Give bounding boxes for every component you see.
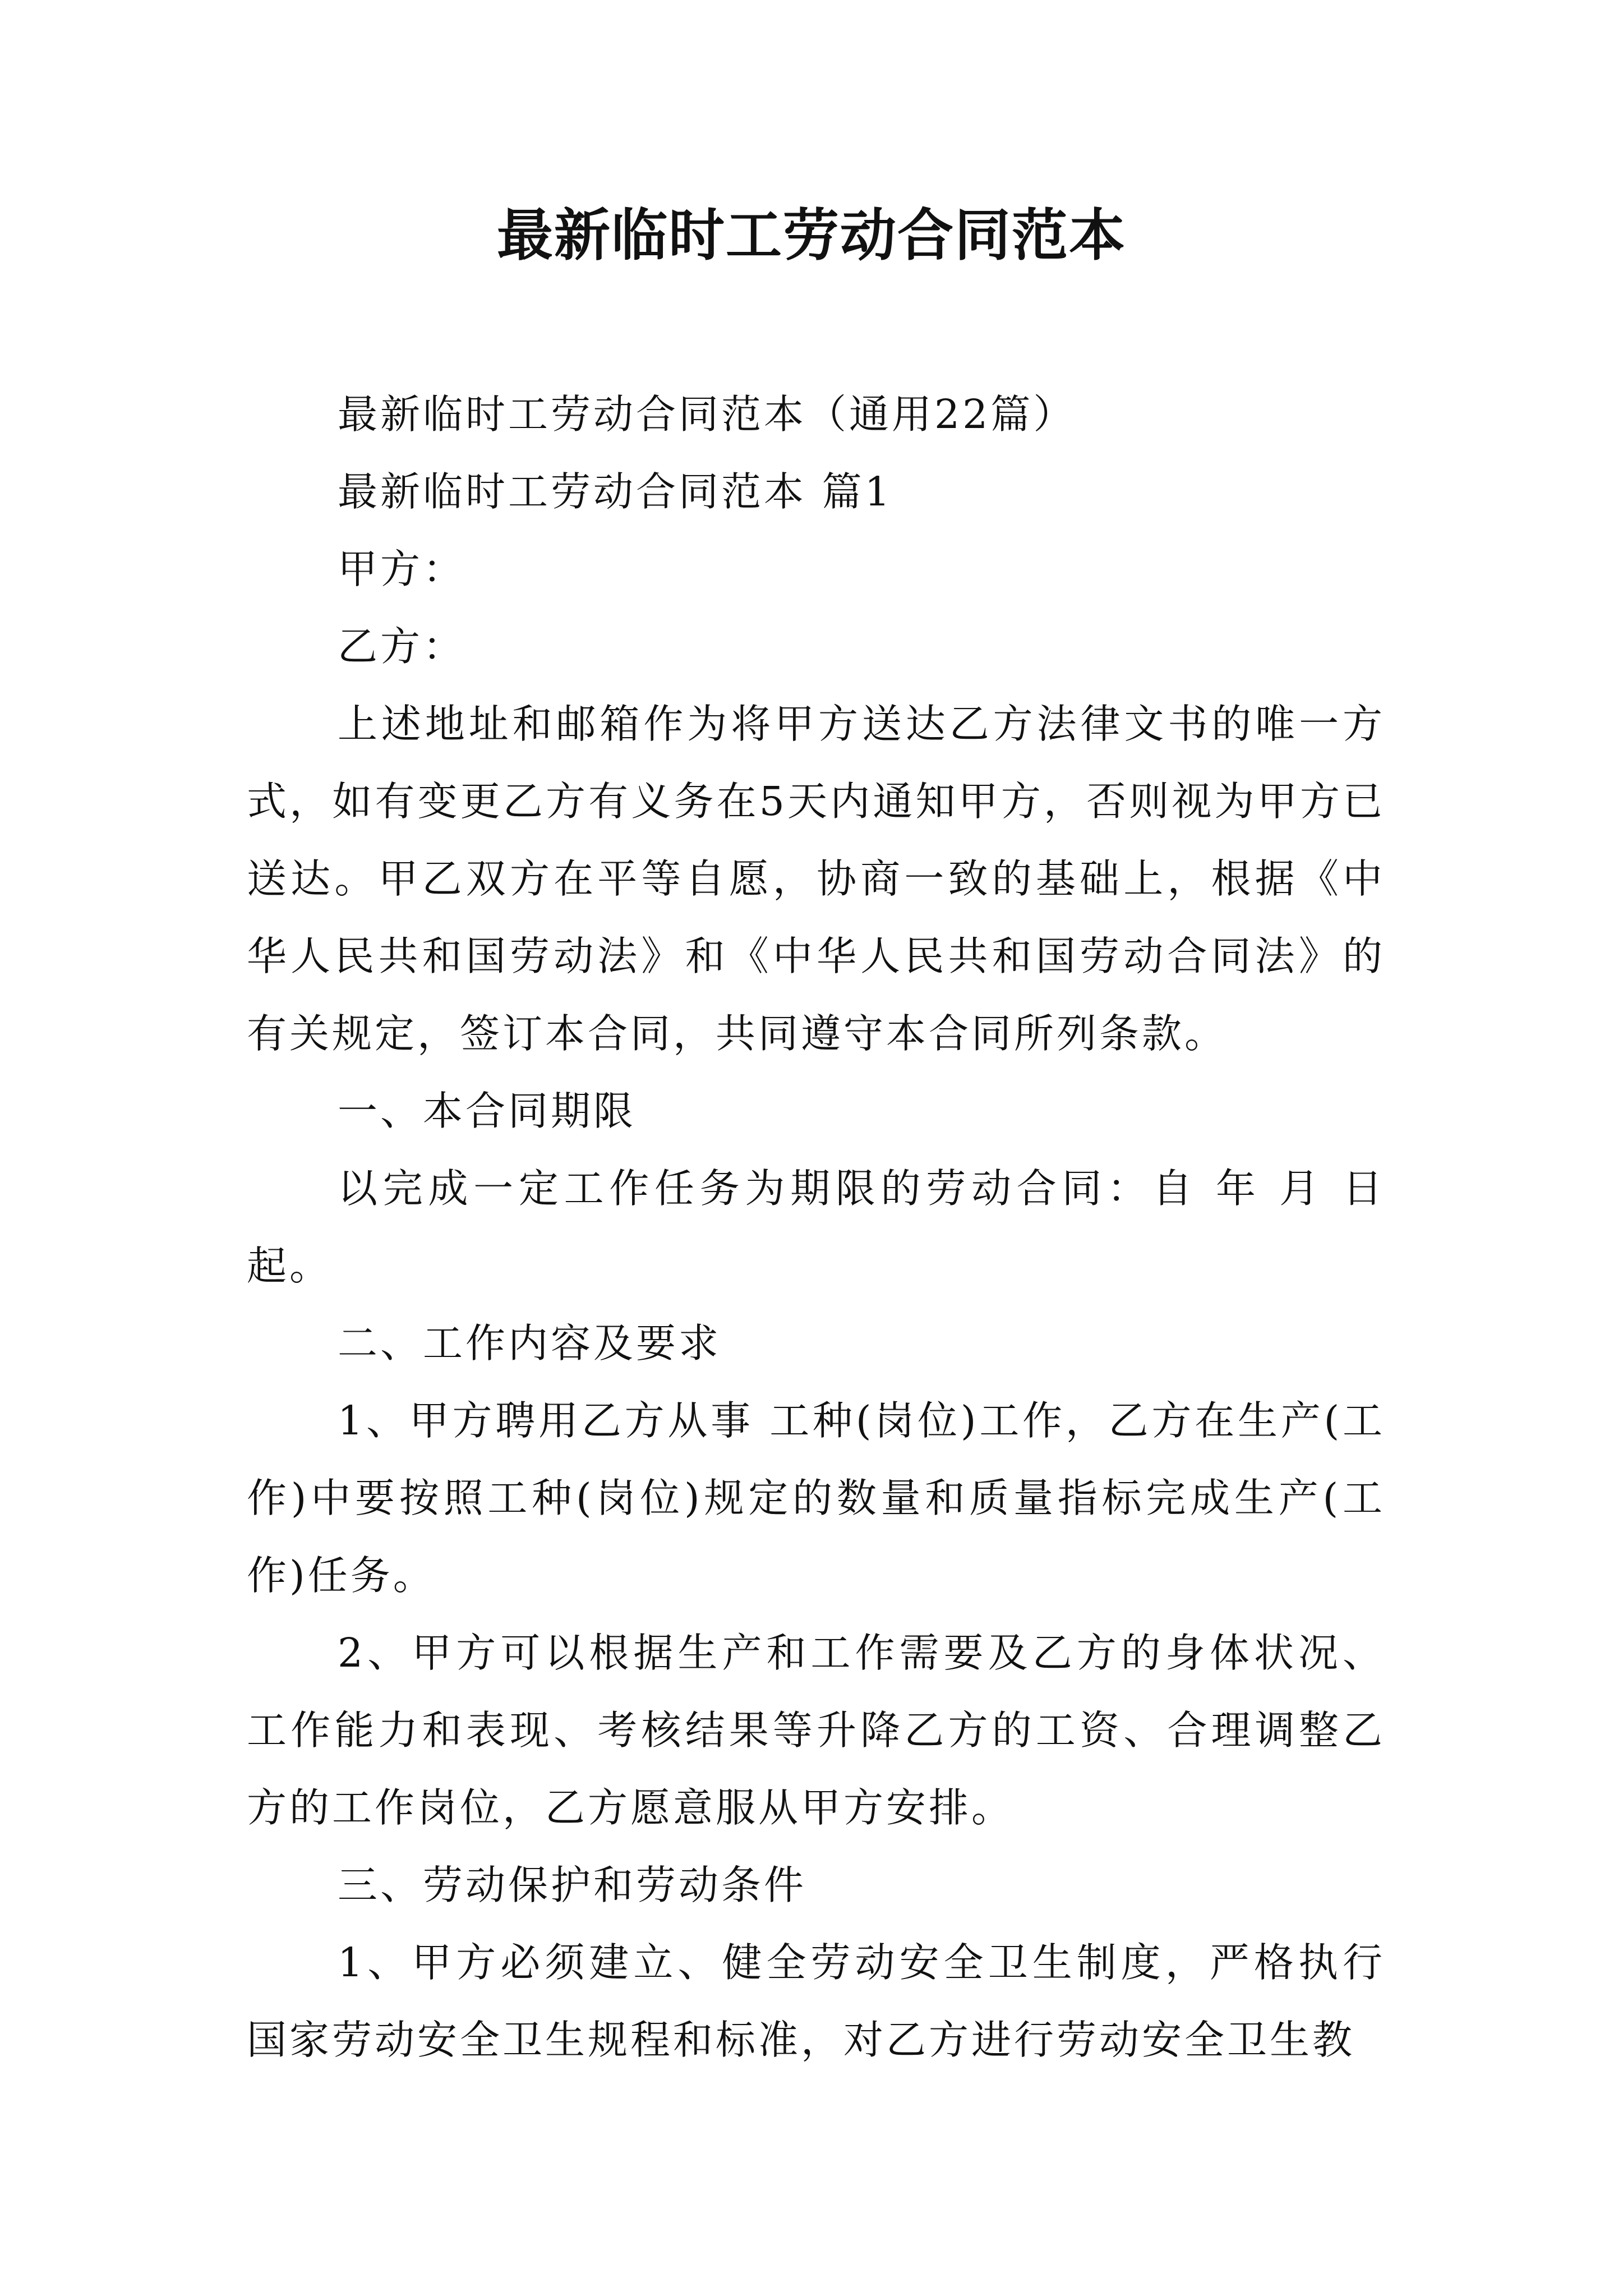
term-paragraph: 以完成一定工作任务为期限的劳动合同：自 年 月 日起。 bbox=[247, 1165, 1385, 1289]
protection-paragraph-1: 1、甲方必须建立、健全劳动安全卫生制度，严格执行国家劳动安全卫生规程和标准，对乙方进行劳动安全卫生教 bbox=[247, 1939, 1385, 2063]
document-title: 最新临时工劳动合同范本 bbox=[497, 203, 1126, 268]
document-body bbox=[247, 376, 1385, 2079]
work-paragraph-2: 2、甲方可以根据生产和工作需要及乙方的身体状况、工作能力和表现、考核结果等升降乙方的工资、合理调整乙方的工作岗位，乙方愿意服从甲方安排。 bbox=[247, 1630, 1385, 1831]
clause-heading-work: 二、工作内容及要求 bbox=[338, 1320, 722, 1366]
section-heading-part1: 最新临时工劳动合同范本 篇1 bbox=[338, 468, 893, 515]
party-b-line: 乙方： bbox=[338, 623, 466, 670]
party-a-line: 甲方： bbox=[338, 546, 466, 592]
clause-heading-term: 一、本合同期限 bbox=[338, 1088, 637, 1134]
work-paragraph-1: 1、甲方聘用乙方从事 工种(岗位)工作，乙方在生产(工作)中要按照工种(岗位)规定的数量和质量指标完成生产(工作)任务。 bbox=[247, 1397, 1385, 1599]
preamble-paragraph: 上述地址和邮箱作为将甲方送达乙方法律文书的唯一方式，如有变更乙方有义务在5天内通知甲方，否则视为甲方已送达。甲乙双方在平等自愿，协商一致的基础上，根据《中华人民共和国劳动法》和《中华人民共和国劳动合同法》的有关规定，签订本合同，共同遵守本合同所列条款。 bbox=[247, 701, 1385, 1057]
clause-heading-protection: 三、劳动保护和劳动条件 bbox=[338, 1862, 807, 1908]
subtitle-line: 最新临时工劳动合同范本（通用22篇） bbox=[338, 391, 1076, 438]
